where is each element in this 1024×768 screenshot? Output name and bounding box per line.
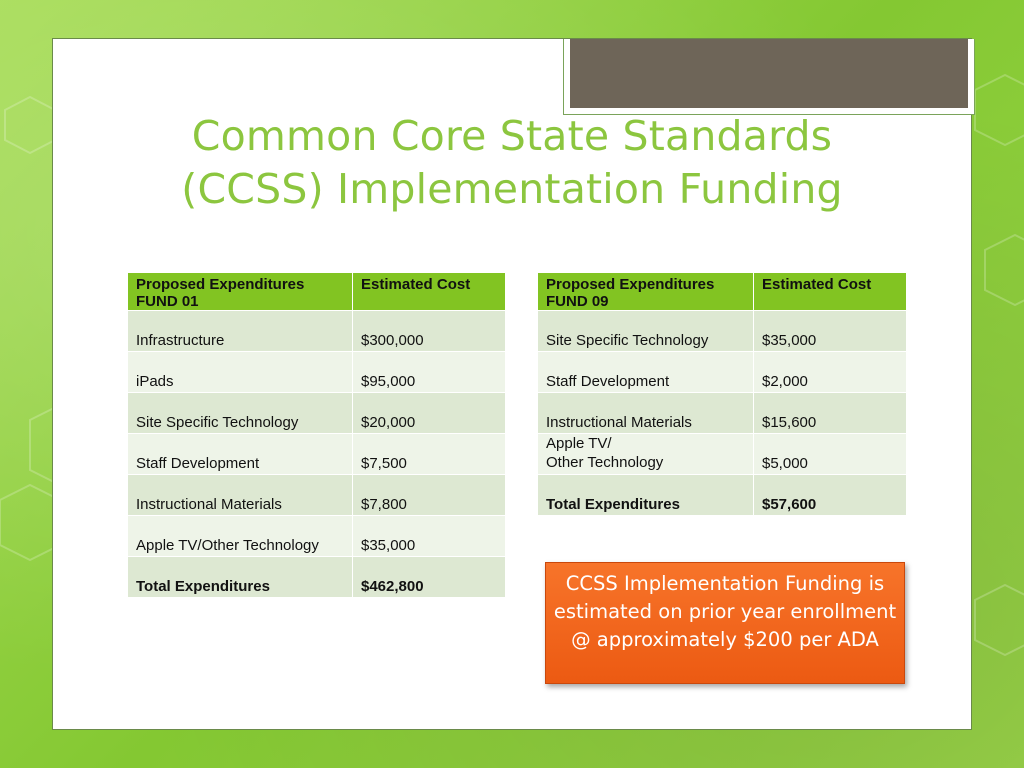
callout-text: CCSS Implementation Funding is estimated on prior year enrollment @ approximately $200 per ADA: [553, 572, 897, 651]
total-cost: $57,600: [754, 475, 907, 516]
table-row: [538, 311, 907, 352]
header-tab-block: [570, 39, 968, 108]
header-tab-frame: [563, 39, 975, 115]
expenditure-cost: $20,000: [353, 393, 506, 434]
header-estimated-cost: Estimated Cost: [754, 273, 907, 311]
table-total-row: [128, 557, 506, 598]
table-row: [128, 475, 506, 516]
fund-09-table: [537, 272, 907, 516]
expenditure-item: Site Specific Technology: [538, 311, 754, 352]
funding-callout-box: [545, 562, 905, 684]
expenditure-cost: $300,000: [353, 311, 506, 352]
table-row: [128, 434, 506, 475]
expenditure-item: Staff Development: [538, 352, 754, 393]
expenditure-cost: $7,500: [353, 434, 506, 475]
table-total-row: [538, 475, 907, 516]
expenditure-cost: $35,000: [353, 516, 506, 557]
expenditure-item: Apple TV/ Other Technology: [538, 434, 754, 475]
header-expenditures: Proposed Expenditures FUND 01: [128, 273, 353, 311]
expenditure-item: Instructional Materials: [128, 475, 353, 516]
expenditure-cost: $95,000: [353, 352, 506, 393]
header-expenditures: Proposed Expenditures FUND 09: [538, 273, 754, 311]
table-row: [538, 352, 907, 393]
slide-title-line-2: (CCSS) Implementation Funding: [181, 165, 843, 213]
expenditure-cost: $5,000: [754, 434, 907, 475]
expenditure-cost: $7,800: [353, 475, 506, 516]
total-label: Total Expenditures: [538, 475, 754, 516]
expenditure-cost: $2,000: [754, 352, 907, 393]
table-row: [538, 393, 907, 434]
table-row: [128, 516, 506, 557]
total-label: Total Expenditures: [128, 557, 353, 598]
table-header-row: [128, 273, 506, 311]
total-cost: $462,800: [353, 557, 506, 598]
table-header-row: [538, 273, 907, 311]
expenditure-cost: $35,000: [754, 311, 907, 352]
fund-01-table: [127, 272, 506, 598]
expenditure-item: Instructional Materials: [538, 393, 754, 434]
slide-title: [52, 110, 972, 216]
table-row: [128, 393, 506, 434]
table-row: [128, 311, 506, 352]
slide-title-line-1: Common Core State Standards: [191, 112, 833, 160]
expenditure-item: Staff Development: [128, 434, 353, 475]
table-row: [128, 352, 506, 393]
expenditure-item: Infrastructure: [128, 311, 353, 352]
expenditure-item: iPads: [128, 352, 353, 393]
header-estimated-cost: Estimated Cost: [353, 273, 506, 311]
expenditure-item: Site Specific Technology: [128, 393, 353, 434]
expenditure-item: Apple TV/Other Technology: [128, 516, 353, 557]
expenditure-cost: $15,600: [754, 393, 907, 434]
table-row: [538, 434, 907, 475]
